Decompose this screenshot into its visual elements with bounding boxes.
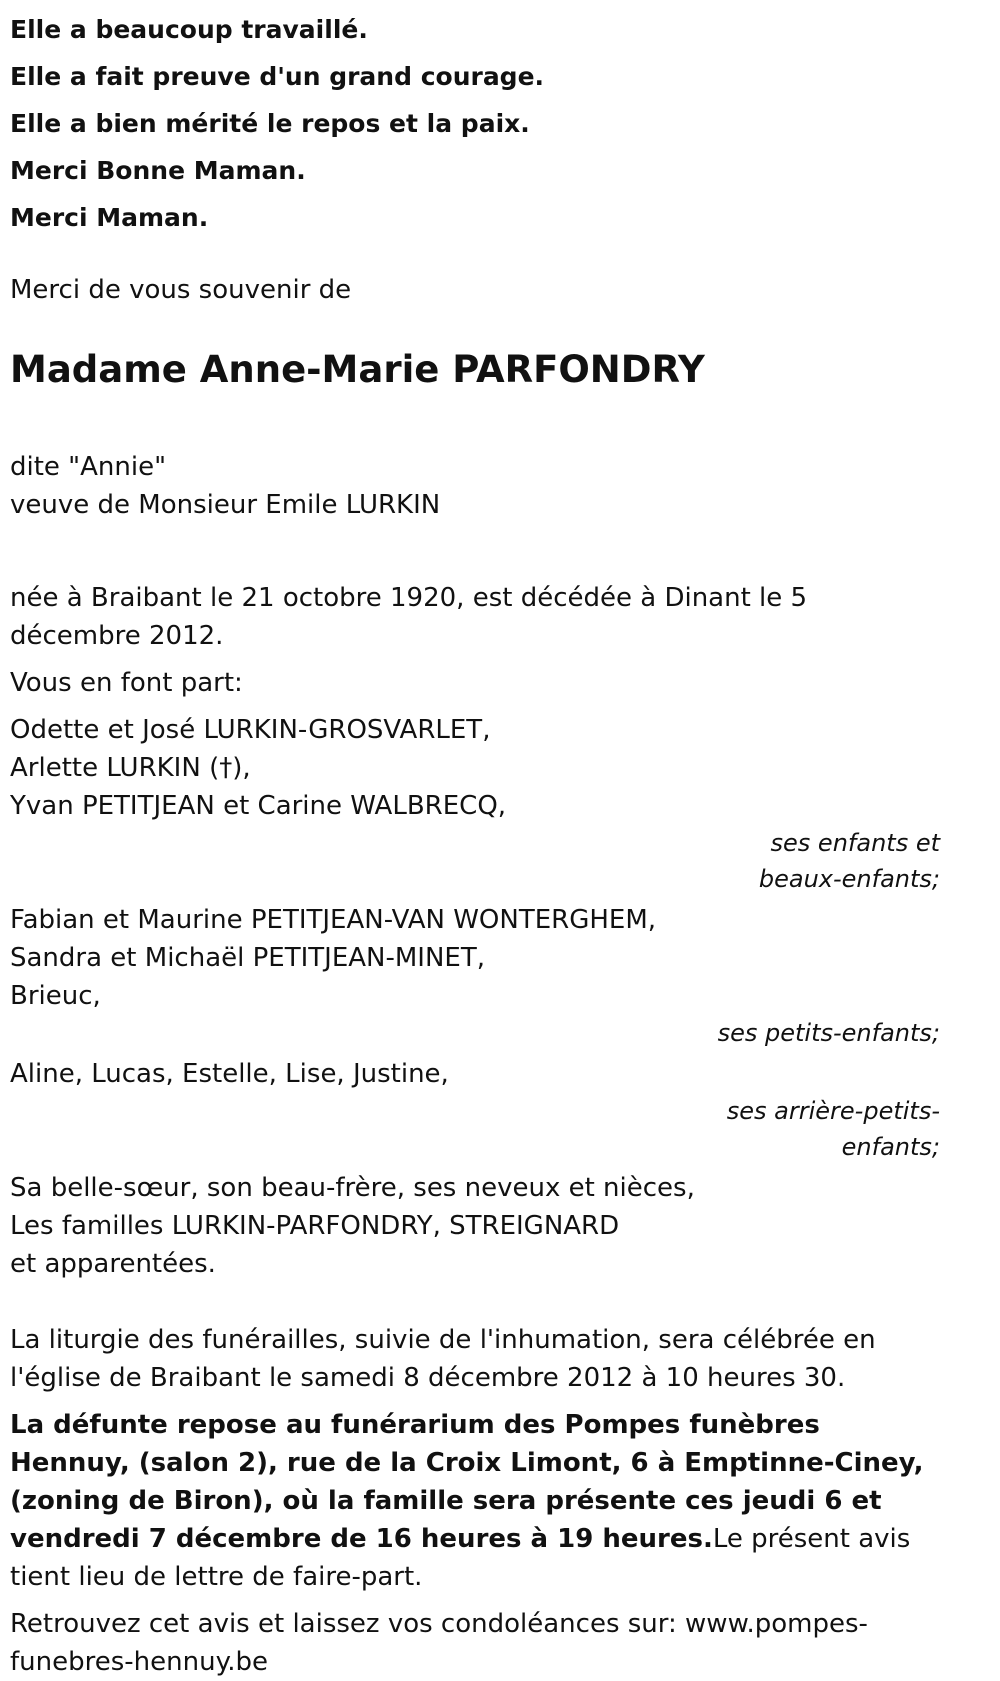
list-item: Les familles LURKIN-PARFONDRY, STREIGNARD [10, 1211, 620, 1241]
intro-line: Elle a bien mérité le repos et la paix. [10, 109, 530, 138]
widow-of: veuve de Monsieur Emile LURKIN [10, 490, 441, 520]
list-item: Fabian et Maurine PETITJEAN-VAN WONTERGHEM, [10, 905, 657, 935]
relation-line: ses enfants et [770, 829, 940, 857]
obituary-page [0, 6, 950, 1681]
deceased-name: Madame Anne-Marie PARFONDRY [10, 348, 705, 391]
birth-death-text: née à Braibant le 21 octobre 1920, est décédée à Dinant le 5 décembre 2012. [10, 583, 808, 651]
relation-line: ses arrière-petits- [726, 1097, 940, 1125]
liturgy-text: La liturgie des funérailles, suivie de l'inhumation, sera célébrée en l'église de Braibant le samedi 8 décembre 2012 à 10 heures 30. [10, 1325, 876, 1393]
visitation-text: La défunte repose au funérarium des Pompes funèbres Hennuy, (salon 2), rue de la Croix Limont, 6 à Emptinne-Ciney, (zoning de Biron), où la famille sera présente ces jeudi 6 et vendredi 7 décembre de 16 heures à 19 heures. [10, 1410, 924, 1554]
family-list [10, 1169, 940, 1283]
children-list [10, 711, 940, 825]
great-grandchildren-relation [10, 1093, 940, 1165]
great-grandchildren-list: Aline, Lucas, Estelle, Lise, Justine, [10, 1059, 449, 1089]
list-item: Brieuc, [10, 981, 101, 1011]
nickname: dite "Annie" [10, 452, 167, 482]
list-item: Odette et José LURKIN-GROSVARLET, [10, 715, 491, 745]
visitation-paragraph [10, 1406, 940, 1596]
condolences-text: Retrouvez cet avis et laissez vos condoléances sur: www.pompes-funebres-hennuy.be [10, 1609, 868, 1677]
notice-text: Le présent avis tient lieu de lettre de faire-part. [10, 1524, 911, 1592]
children-relation [10, 825, 940, 897]
remember-text: Merci de vous souvenir de [10, 275, 352, 305]
list-item: Arlette LURKIN (†), [10, 753, 251, 783]
intro-verses [10, 6, 940, 241]
list-item: Sandra et Michaël PETITJEAN-MINET, [10, 943, 485, 973]
list-item: Yvan PETITJEAN et Carine WALBRECQ, [10, 791, 507, 821]
intro-line: Elle a fait preuve d'un grand courage. [10, 62, 545, 91]
relation-line: enfants; [841, 1133, 940, 1161]
grandchildren-relation: ses petits-enfants; [717, 1019, 940, 1047]
intro-line: Merci Maman. [10, 203, 209, 232]
identity-block [10, 448, 940, 524]
list-item: et apparentées. [10, 1249, 216, 1279]
intro-line: Elle a beaucoup travaillé. [10, 15, 368, 44]
grandchildren-list [10, 901, 940, 1015]
intro-line: Merci Bonne Maman. [10, 156, 306, 185]
list-item: Sa belle-sœur, son beau-frère, ses neveux et nièces, [10, 1173, 695, 1203]
relation-line: beaux-enfants; [758, 865, 940, 893]
announce-text: Vous en font part: [10, 668, 243, 698]
